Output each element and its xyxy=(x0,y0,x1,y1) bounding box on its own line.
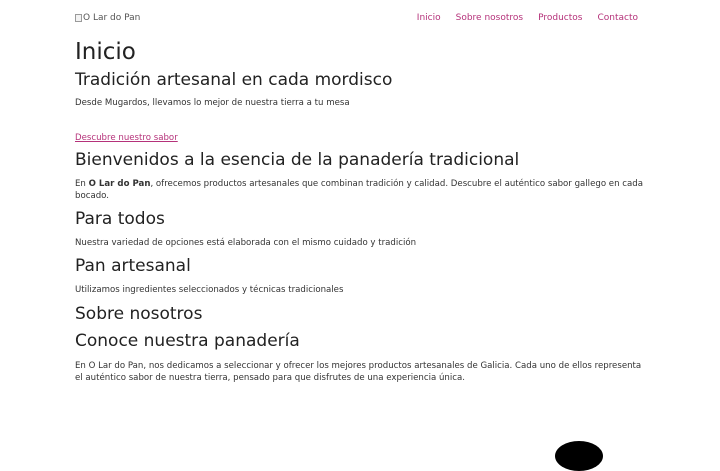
site-header xyxy=(75,11,638,25)
logo-link[interactable] xyxy=(75,13,140,23)
discover-flavor-link[interactable]: Descubre nuestro sabor xyxy=(75,133,178,143)
welcome-text-after: , ofrecemos productos artesanales que combinan tradición y calidad. Descubre el auténtico sabor gallego en cada bocado. xyxy=(75,179,643,201)
feature-text-para-todos: Nuestra variedad de opciones está elaborada con el mismo cuidado y tradición xyxy=(75,238,417,248)
hero-cta-wrap xyxy=(75,129,650,144)
hero-subtitle: Desde Mugardos, llevamos lo mejor de nuestra tierra a tu mesa xyxy=(75,98,350,108)
about-title: Sobre nosotros xyxy=(75,304,203,324)
logo-alt-text: O Lar do Pan xyxy=(83,13,141,23)
hero-title: Tradición artesanal en cada mordisco xyxy=(75,70,393,90)
nav-link-productos[interactable]: Productos xyxy=(538,13,583,23)
brand-name: O Lar do Pan xyxy=(88,179,151,189)
main-content xyxy=(75,38,650,384)
nav-link-contacto[interactable]: Contacto xyxy=(597,13,638,23)
nav-link-inicio[interactable]: Inicio xyxy=(416,13,441,23)
about-text: En O Lar do Pan, nos dedicamos a seleccionar y ofrecer los mejores productos artesanales de Galicia. Cada uno de ellos representa el auténtico sabor de nuestra tierra, pensado para que disfrutes de una experiencia única. xyxy=(75,361,642,383)
page-title: Inicio xyxy=(75,39,136,65)
feature-title-pan-artesanal: Pan artesanal xyxy=(75,256,191,276)
about-subtitle: Conoce nuestra panadería xyxy=(75,331,300,351)
welcome-text-before: En xyxy=(75,179,89,189)
welcome-text xyxy=(75,178,650,202)
floating-button[interactable] xyxy=(555,441,603,471)
welcome-title: Bienvenidos a la esencia de la panadería tradicional xyxy=(75,150,520,170)
nav-link-sobre-nosotros[interactable]: Sobre nosotros xyxy=(455,13,524,23)
broken-image-icon xyxy=(75,14,82,22)
feature-text-pan-artesanal: Utilizamos ingredientes seleccionados y técnicas tradicionales xyxy=(75,285,344,295)
feature-title-para-todos: Para todos xyxy=(75,209,165,229)
main-nav xyxy=(417,13,638,23)
